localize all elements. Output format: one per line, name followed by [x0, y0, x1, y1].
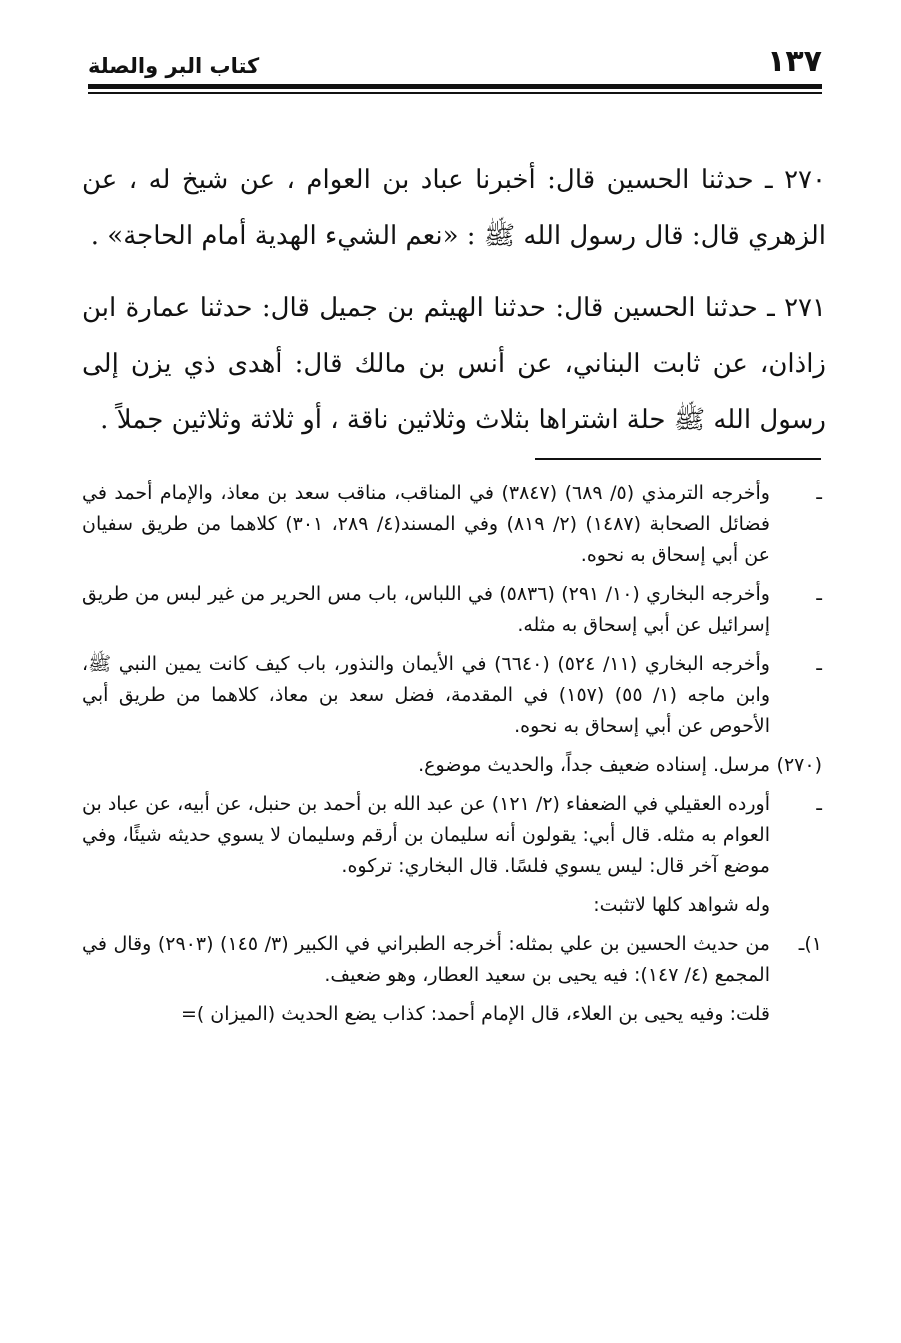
footnote-text: وأخرجه البخاري (١٠/ ٢٩١) (٥٨٣٦) في اللباس، باب مس الحرير من غير لبس من طريق إسرائيل عن أبي إسحاق به مثله. [82, 583, 770, 636]
footnote-mark: ـ [816, 482, 822, 504]
footnote-divider [535, 458, 821, 460]
hadith-number: ٢٧١ ـ [767, 293, 826, 323]
hadith-number: ٢٧٠ ـ [765, 165, 826, 195]
footnote-text: أورده العقيلي في الضعفاء (٢/ ١٢١) عن عبد الله بن أحمد بن حنبل، عن أبيه، عن عباد بن العوام به مثله. قال أبي: يقولون أنه سليمان بن أرقم وسليمان لا يسوي حديثه شيئًا، وفي موضع آخر قال: ليس يسوي فلسًا. قال البخاري: تركوه. [82, 793, 770, 877]
footnote-item [82, 579, 822, 641]
running-title: كتاب البر والصلة [88, 54, 260, 78]
footnote-item [82, 478, 822, 571]
footnotes [82, 478, 822, 1038]
hadith-text: حدثنا الحسين قال: أخبرنا عباد بن العوام ، عن شيخ له ، عن الزهري قال: قال رسول الله ﷺ : «نعم الشيء الهدية أمام الحاجة» . [82, 165, 826, 251]
header-rule-thick [88, 84, 822, 89]
footnote-text: وأخرجه البخاري (١١/ ٥٢٤) (٦٦٤٠) في الأيمان والنذور، باب كيف كانت يمين النبي ﷺ، وابن ماجه (١/ ٥٥) (١٥٧) في المقدمة، فضل سعد بن معاذ، كلاهما من طريق أبي الأحوص عن أبي إسحاق به نحوه. [82, 653, 770, 737]
footnote-text: وله شواهد كلها لاتثبت: [593, 894, 770, 916]
footnote-text: من حديث الحسين بن علي بمثله: أخرجه الطبراني في الكبير (٣/ ١٤٥) (٢٩٠٣) وقال في المجمع (٤/ ١٤٧): فيه يحيى بن سعيد العطار، وهو ضعيف. [82, 933, 770, 986]
header-rule-thin [88, 92, 822, 94]
hadith-text: حدثنا الحسين قال: حدثنا الهيثم بن جميل قال: حدثنا عمارة ابن زاذان، عن ثابت البناني، عن أنس بن مالك قال: أهدى ذي يزن إلى رسول الله ﷺ حلة اشتراها بثلاث وثلاثين ناقة ، أو ثلاثة وثلاثين جملاً . [82, 293, 826, 435]
hadith-271 [82, 280, 826, 448]
footnote-mark: ـ [816, 583, 822, 605]
footnote-item [82, 929, 822, 991]
footnote-mark: ١)ـ [798, 933, 822, 955]
footnote-text: وأخرجه الترمذي (٥/ ٦٨٩) (٣٨٤٧) في المناقب، مناقب سعد بن معاذ، والإمام أحمد في فضائل الصحابة (١٤٨٧) (٢/ ٨١٩) وفي المسند(٤/ ٢٨٩، ٣٠١) كلاهما من طريق سفيان عن أبي إسحاق به نحوه. [82, 482, 770, 566]
footnote-item-270 [82, 750, 822, 781]
footnote-mark: ـ [816, 793, 822, 815]
footnote-item [82, 890, 822, 921]
main-text [82, 152, 826, 464]
footnote-mark: (٢٧٠) [776, 754, 822, 776]
footnote-item [82, 649, 822, 742]
page-number: ١٣٧ [767, 44, 822, 79]
footnote-item [82, 999, 822, 1030]
footnote-item [82, 789, 822, 882]
footnote-mark: ـ [816, 653, 822, 675]
footnote-text: مرسل. إسناده ضعيف جداً، والحديث موضوع. [418, 754, 770, 776]
footnote-text: قلت: وفيه يحيى بن العلاء، قال الإمام أحمد: كذاب يضع الحديث (الميزان )= [180, 1003, 770, 1025]
page-header [88, 44, 822, 84]
hadith-270 [82, 152, 826, 264]
